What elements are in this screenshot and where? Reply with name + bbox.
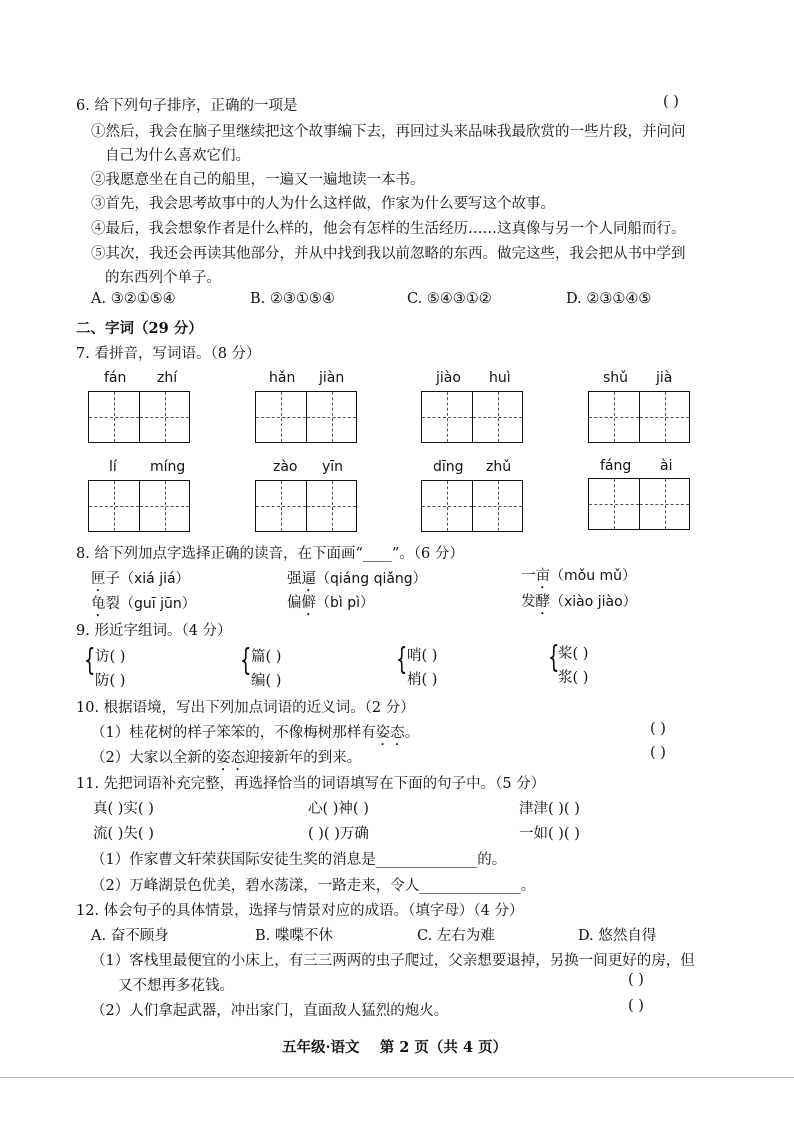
pinyin-3b: huì	[489, 370, 511, 386]
writing-grid-3[interactable]	[421, 391, 523, 443]
q8-item-4: 龟裂（guī jūn）	[91, 596, 196, 612]
pinyin-6a: zào	[273, 459, 298, 475]
q12-stem: 12. 体会句子的具体情景，选择与情景对应的成语。（填字母）（4 分）	[76, 903, 524, 919]
q12-sentence-1b: 又不想再多花钱。	[118, 978, 234, 994]
q9-word-1a: 访( )	[95, 649, 126, 665]
q8-item-1: 匣子（xiá jiá）	[91, 571, 190, 587]
q6-option-a: A. ③②①⑤④	[91, 291, 176, 307]
q9-word-3a: 哨( )	[407, 648, 438, 664]
pinyin-1a: fán	[104, 370, 127, 386]
q6-sentence-4: ④最后，我会想象作者是什么样的，他会有怎样的生活经历……这真像与另一个人同船而行。	[91, 221, 686, 237]
pinyin-2b: jiàn	[319, 370, 345, 386]
q8-item-5: 偏僻（bì pì）	[287, 595, 375, 611]
q6-option-b: B. ②③①⑤④	[250, 291, 335, 307]
q12-option-b: B. 喋喋不休	[255, 928, 333, 944]
page-bottom-divider	[0, 1077, 794, 1078]
q9-word-2a: 篇( )	[251, 649, 282, 665]
pinyin-8a: fáng	[600, 458, 632, 474]
q12-sentence-2: （2）人们拿起武器，冲出家门，直面敌人猛烈的炮火。	[91, 1003, 449, 1019]
q6-answer-paren: ( )	[663, 94, 679, 110]
brace-icon: {	[84, 643, 96, 678]
q9-word-4b: 浆( )	[558, 670, 589, 686]
pinyin-2a: hǎn	[269, 370, 296, 386]
brace-icon: {	[396, 642, 408, 677]
pinyin-4a: shǔ	[603, 370, 629, 386]
q8-item-2: 强逼（qiáng qiǎng）	[287, 571, 427, 587]
pinyin-6b: yīn	[322, 459, 344, 475]
q12-option-d: D. 悠然自得	[578, 928, 657, 944]
pinyin-8b: ài	[660, 458, 673, 474]
q10-paren-1: ( )	[650, 721, 666, 737]
q6-sentence-5a: ⑤其次，我还会再读其他部分，并从中找到我以前忽略的东西。做完这些，我会把从书中学到	[91, 246, 686, 262]
q12-option-a: A. 奋不顾身	[91, 928, 169, 944]
q9-word-1b: 防( )	[95, 673, 126, 689]
q6-stem: 6. 给下列句子排序，正确的一项是	[76, 98, 298, 114]
brace-icon: {	[548, 640, 560, 675]
q10-sentence-1: （1）桂花树的样子笨笨的，不像梅树那样有姿态。	[91, 725, 420, 741]
q11-sentence-1: （1）作家曹文轩荣获国际安徒生奖的消息是______________的。	[91, 852, 507, 868]
q9-stem: 9. 形近字组词。（4 分）	[76, 623, 232, 639]
q8-stem: 8. 给下列加点字选择正确的读音，在下面画“____”。（6 分）	[76, 546, 464, 562]
q10-paren-2: ( )	[650, 745, 666, 761]
q9-word-4a: 桨( )	[558, 646, 589, 662]
pinyin-4b: jià	[656, 370, 673, 386]
q10-stem: 10. 根据语境，写出下列加点词语的近义词。（2 分）	[76, 700, 415, 716]
q11-idiom-2: 心( )神( )	[308, 801, 369, 817]
pinyin-7b: zhǔ	[486, 459, 512, 475]
q6-sentence-3: ③首先，我会思考故事中的人为什么这样做，作家为什么要写这个故事。	[91, 196, 555, 212]
pinyin-5a: lí	[109, 459, 117, 475]
page-footer: 五年级·语文 第 2 页（共 4 页）	[282, 1039, 508, 1056]
writing-grid-5[interactable]	[88, 480, 190, 532]
q12-option-c: C. 左右为难	[417, 928, 495, 944]
q6-sentence-1a: ①然后，我会在脑子里继续把这个故事编下去，再回过头来品味我最欣赏的一些片段，并问问	[91, 124, 686, 140]
q12-paren-1: ( )	[628, 972, 644, 988]
writing-grid-6[interactable]	[255, 480, 357, 532]
q9-word-2b: 编( )	[251, 673, 282, 689]
q11-idiom-4: 流( )失( )	[93, 826, 154, 842]
q12-sentence-1a: （1）客栈里最便宜的小床上，有三三两两的虫子爬过，父亲想要退掉，另换一间更好的房，但	[91, 953, 695, 969]
q8-item-3: 一亩（mǒu mǔ）	[521, 568, 637, 584]
q11-idiom-1: 真( )实( )	[93, 801, 154, 817]
q8-item-6: 发酵（xiào jiào）	[521, 594, 637, 610]
writing-grid-2[interactable]	[255, 391, 357, 443]
q11-idiom-6: 一如( )( )	[519, 826, 580, 842]
q6-sentence-2: ②我愿意坐在自己的船里，一遍又一遍地读一本书。	[91, 172, 425, 188]
pinyin-1b: zhí	[157, 370, 178, 386]
writing-grid-4[interactable]	[588, 391, 690, 443]
section-2-heading: 二、字词（29 分）	[76, 320, 203, 337]
q9-word-3b: 梢( )	[407, 672, 438, 688]
pinyin-3a: jiào	[436, 370, 461, 386]
q6-option-c: C. ⑤④③①②	[407, 291, 492, 307]
q6-sentence-5b: 的东西列个单子。	[105, 270, 221, 286]
q11-stem: 11. 先把词语补充完整，再选择恰当的词语填写在下面的句子中。（5 分）	[76, 776, 546, 792]
q11-idiom-5: ( )( )万确	[308, 826, 369, 842]
q7-stem: 7. 看拼音，写词语。（8 分）	[76, 346, 261, 362]
q12-paren-2: ( )	[628, 998, 644, 1014]
writing-grid-7[interactable]	[421, 480, 523, 532]
pinyin-5b: míng	[150, 459, 186, 475]
q11-sentence-2: （2）万峰湖景色优美，碧水荡漾，一路走来，令人______________。	[91, 878, 536, 894]
writing-grid-8[interactable]	[588, 478, 690, 530]
writing-grid-1[interactable]	[88, 391, 190, 443]
q6-option-d: D. ②③①④⑤	[566, 291, 652, 307]
q10-sentence-2: （2）大家以全新的姿态迎接新年的到来。	[91, 750, 362, 766]
brace-icon: {	[240, 643, 252, 678]
pinyin-7a: dīng	[433, 459, 464, 475]
q11-idiom-3: 津津( )( )	[519, 801, 580, 817]
q6-sentence-1b: 自己为什么喜欢它们。	[105, 148, 250, 164]
